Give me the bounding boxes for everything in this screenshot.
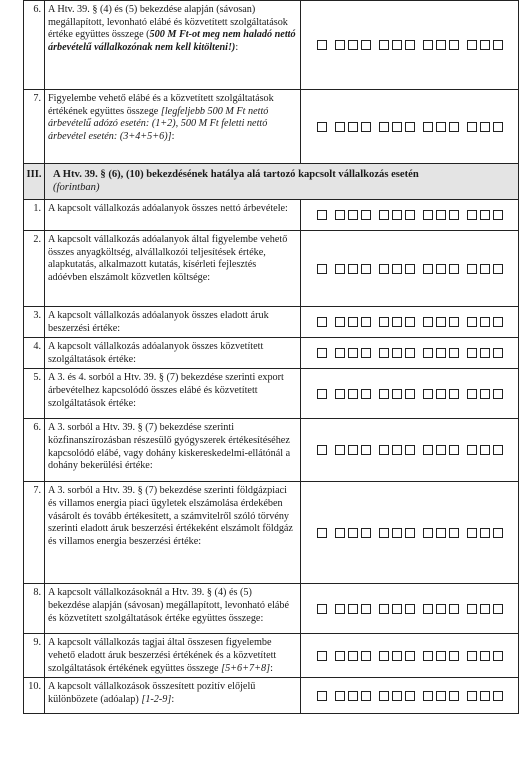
digit-group: [335, 528, 371, 538]
digit-group: [335, 40, 371, 50]
row-description: A kapcsolt vállalkozás tagjai által összesen figyelembe vehető eladott áruk beszerzési értékének és a közvetített szolgáltatások értékének együttes összege [5+6+7+8]:: [45, 634, 301, 678]
row-number: 3.: [24, 307, 45, 338]
digit-box[interactable]: [348, 528, 358, 538]
row-description: A kapcsolt vállalkozások összesített pozitív előjelű különbözete (adóalap) [1-2-9]:: [45, 678, 301, 714]
digit-box[interactable]: [317, 604, 327, 614]
digit-group: [467, 604, 503, 614]
digit-box[interactable]: [436, 691, 446, 701]
digit-box[interactable]: [449, 528, 459, 538]
row-description: A kapcsolt vállalkozás adóalanyok összes közvetített szolgáltatások értéke:: [45, 338, 301, 369]
digit-group: [467, 389, 503, 399]
row-number: 6.: [24, 419, 45, 482]
digit-box[interactable]: [449, 317, 459, 327]
row-description: A 3. és 4. sorból a Htv. 39. § (7) bekezdése szerinti export árbevételhez kapcsolódó összes elábé és közvetített szolgáltatások értéke:: [45, 369, 301, 419]
digit-box[interactable]: [317, 264, 327, 274]
digit-box[interactable]: [405, 389, 415, 399]
amount-input-boxes[interactable]: [301, 200, 519, 231]
digit-group: [335, 691, 371, 701]
digit-box[interactable]: [348, 317, 358, 327]
digit-group: [467, 317, 503, 327]
digit-box[interactable]: [405, 122, 415, 132]
digit-box[interactable]: [361, 264, 371, 274]
digit-box[interactable]: [392, 445, 402, 455]
digit-box[interactable]: [436, 317, 446, 327]
digit-box[interactable]: [436, 528, 446, 538]
digit-box[interactable]: [449, 210, 459, 220]
digit-group: [335, 210, 371, 220]
digit-box[interactable]: [436, 40, 446, 50]
digit-group: [379, 445, 415, 455]
amount-input-boxes[interactable]: [301, 231, 519, 307]
row-number: 7.: [24, 90, 45, 164]
digit-box[interactable]: [335, 528, 345, 538]
digit-group: [467, 264, 503, 274]
row-number: 4.: [24, 338, 45, 369]
row-description: A 3. sorból a Htv. 39. § (7) bekezdése szerinti közfinanszírozásban részesülő gyógyszerek értékesítéséhez kapcsolódó elábé, vagy dohány kiskereskedelmi-ellátónál a dohány bekerülési értéke:: [45, 419, 301, 482]
digit-box[interactable]: [436, 264, 446, 274]
digit-box[interactable]: [379, 604, 389, 614]
digit-box[interactable]: [361, 40, 371, 50]
digit-group: [317, 651, 327, 661]
digit-box[interactable]: [405, 691, 415, 701]
table-row: [24, 369, 519, 419]
digit-group: [379, 122, 415, 132]
digit-box[interactable]: [317, 389, 327, 399]
digit-group: [335, 264, 371, 274]
amount-input-boxes[interactable]: [301, 90, 519, 164]
digit-box[interactable]: [335, 40, 345, 50]
row-number: 2.: [24, 231, 45, 307]
digit-group: [423, 691, 459, 701]
amount-input-boxes[interactable]: [301, 584, 519, 634]
digit-group: [317, 604, 327, 614]
digit-box[interactable]: [436, 389, 446, 399]
digit-box[interactable]: [493, 445, 503, 455]
digit-box[interactable]: [379, 389, 389, 399]
digit-box[interactable]: [348, 604, 358, 614]
digit-box[interactable]: [392, 210, 402, 220]
digit-group: [467, 528, 503, 538]
row-description: A kapcsolt vállalkozásoknál a Htv. 39. § (4) és (5) bekezdése alapján (sávosan) megállapított, levonható elábé és közvetített szolgáltatások értéke együttes összege:: [45, 584, 301, 634]
digit-group: [379, 210, 415, 220]
digit-box[interactable]: [449, 691, 459, 701]
digit-group: [379, 389, 415, 399]
digit-box[interactable]: [480, 651, 490, 661]
digit-box[interactable]: [361, 651, 371, 661]
digit-box[interactable]: [335, 264, 345, 274]
digit-group: [335, 651, 371, 661]
digit-box[interactable]: [405, 40, 415, 50]
digit-box[interactable]: [480, 445, 490, 455]
digit-box[interactable]: [348, 264, 358, 274]
digit-box[interactable]: [449, 40, 459, 50]
digit-box[interactable]: [480, 604, 490, 614]
digit-box[interactable]: [335, 389, 345, 399]
digit-box[interactable]: [317, 651, 327, 661]
digit-box[interactable]: [405, 348, 415, 358]
digit-box[interactable]: [480, 317, 490, 327]
digit-box[interactable]: [480, 528, 490, 538]
digit-box[interactable]: [317, 317, 327, 327]
digit-box[interactable]: [449, 389, 459, 399]
digit-box[interactable]: [493, 210, 503, 220]
digit-group: [423, 604, 459, 614]
digit-box[interactable]: [449, 122, 459, 132]
digit-box[interactable]: [317, 210, 327, 220]
digit-box[interactable]: [480, 264, 490, 274]
digit-box[interactable]: [392, 604, 402, 614]
digit-box[interactable]: [493, 691, 503, 701]
digit-group: [379, 348, 415, 358]
amount-input-boxes[interactable]: [301, 419, 519, 482]
digit-box[interactable]: [392, 264, 402, 274]
section-title: A Htv. 39. § (6), (10) bekezdésének hatálya alá tartozó kapcsolt vállalkozás esetén (forintban): [45, 164, 519, 200]
tax-form-table: [23, 0, 519, 714]
row-description: A kapcsolt vállalkozás adóalanyok összes eladott áruk beszerzési értéke:: [45, 307, 301, 338]
digit-group: [379, 691, 415, 701]
digit-box[interactable]: [467, 317, 477, 327]
digit-box[interactable]: [379, 122, 389, 132]
digit-box[interactable]: [405, 210, 415, 220]
digit-group: [423, 40, 459, 50]
digit-box[interactable]: [361, 317, 371, 327]
table-row: [24, 338, 519, 369]
digit-group: [335, 389, 371, 399]
digit-group: [317, 348, 327, 358]
digit-box[interactable]: [379, 651, 389, 661]
digit-box[interactable]: [423, 210, 433, 220]
digit-box[interactable]: [436, 348, 446, 358]
table-row: [24, 482, 519, 584]
digit-box[interactable]: [348, 651, 358, 661]
digit-box[interactable]: [423, 264, 433, 274]
digit-box[interactable]: [480, 40, 490, 50]
digit-box[interactable]: [493, 40, 503, 50]
digit-box[interactable]: [449, 651, 459, 661]
digit-group: [467, 348, 503, 358]
digit-group: [423, 264, 459, 274]
digit-group: [335, 348, 371, 358]
digit-box[interactable]: [467, 651, 477, 661]
digit-box[interactable]: [405, 604, 415, 614]
digit-group: [317, 317, 327, 327]
digit-box[interactable]: [423, 445, 433, 455]
digit-group: [335, 604, 371, 614]
table-row: [24, 584, 519, 634]
digit-group: [423, 317, 459, 327]
digit-box[interactable]: [348, 40, 358, 50]
row-number: 9.: [24, 634, 45, 678]
digit-box[interactable]: [423, 691, 433, 701]
digit-box[interactable]: [480, 122, 490, 132]
digit-box[interactable]: [480, 389, 490, 399]
digit-group: [467, 651, 503, 661]
row-number: 5.: [24, 369, 45, 419]
digit-box[interactable]: [335, 651, 345, 661]
digit-box[interactable]: [317, 528, 327, 538]
digit-box[interactable]: [467, 122, 477, 132]
digit-box[interactable]: [335, 122, 345, 132]
digit-group: [379, 604, 415, 614]
digit-box[interactable]: [467, 40, 477, 50]
digit-box[interactable]: [379, 210, 389, 220]
digit-box[interactable]: [493, 317, 503, 327]
digit-box[interactable]: [467, 264, 477, 274]
digit-box[interactable]: [392, 122, 402, 132]
digit-group: [335, 122, 371, 132]
section-header: [24, 164, 519, 200]
digit-box[interactable]: [335, 445, 345, 455]
digit-box[interactable]: [480, 691, 490, 701]
digit-box[interactable]: [449, 348, 459, 358]
digit-group: [317, 264, 327, 274]
digit-box[interactable]: [335, 604, 345, 614]
digit-group: [467, 445, 503, 455]
digit-group: [379, 264, 415, 274]
digit-box[interactable]: [379, 528, 389, 538]
digit-group: [467, 122, 503, 132]
digit-group: [423, 445, 459, 455]
amount-input-boxes[interactable]: [301, 369, 519, 419]
digit-box[interactable]: [423, 389, 433, 399]
digit-group: [335, 445, 371, 455]
digit-group: [335, 317, 371, 327]
digit-box[interactable]: [379, 317, 389, 327]
digit-group: [467, 40, 503, 50]
digit-box[interactable]: [467, 445, 477, 455]
digit-group: [423, 122, 459, 132]
digit-box[interactable]: [361, 348, 371, 358]
amount-input-boxes[interactable]: [301, 338, 519, 369]
digit-box[interactable]: [317, 691, 327, 701]
digit-group: [423, 210, 459, 220]
digit-box[interactable]: [392, 691, 402, 701]
digit-box[interactable]: [493, 651, 503, 661]
row-number: 8.: [24, 584, 45, 634]
digit-box[interactable]: [392, 40, 402, 50]
digit-box[interactable]: [423, 651, 433, 661]
amount-input-boxes[interactable]: [301, 678, 519, 714]
digit-box[interactable]: [405, 317, 415, 327]
row-description: A Htv. 39. § (4) és (5) bekezdése alapján (sávosan) megállapított, levonható elábé és közvetített szolgáltatások értéke együttes összege (500 M Ft-ot meg nem haladó nettó árbevételű vállalkozónak nem kell kitölteni!):: [45, 1, 301, 90]
digit-group: [379, 528, 415, 538]
row-description: A kapcsolt vállalkozás adóalanyok által figyelembe vehető összes anyagköltség, alvállalkozói teljesítések értéke, alapkutatás, alkalmazott kutatás, kísérleti fejlesztés adóévben elszámolt közvetlen költsége:: [45, 231, 301, 307]
digit-box[interactable]: [423, 348, 433, 358]
digit-box[interactable]: [361, 691, 371, 701]
digit-box[interactable]: [423, 317, 433, 327]
digit-box[interactable]: [493, 348, 503, 358]
digit-box[interactable]: [379, 348, 389, 358]
digit-group: [467, 691, 503, 701]
digit-box[interactable]: [480, 348, 490, 358]
digit-box[interactable]: [467, 389, 477, 399]
digit-box[interactable]: [493, 604, 503, 614]
digit-box[interactable]: [493, 264, 503, 274]
amount-input-boxes[interactable]: [301, 634, 519, 678]
digit-box[interactable]: [436, 210, 446, 220]
row-number: 10.: [24, 678, 45, 714]
digit-box[interactable]: [348, 210, 358, 220]
digit-box[interactable]: [335, 348, 345, 358]
digit-box[interactable]: [493, 528, 503, 538]
table-row: [24, 90, 519, 164]
digit-group: [317, 122, 327, 132]
digit-box[interactable]: [379, 40, 389, 50]
digit-group: [423, 348, 459, 358]
digit-box[interactable]: [467, 528, 477, 538]
row-description: A kapcsolt vállalkozás adóalanyok összes nettó árbevétele:: [45, 200, 301, 231]
table-row: [24, 419, 519, 482]
digit-group: [467, 210, 503, 220]
digit-box[interactable]: [348, 348, 358, 358]
digit-group: [317, 210, 327, 220]
digit-box[interactable]: [436, 122, 446, 132]
digit-box[interactable]: [449, 445, 459, 455]
digit-box[interactable]: [436, 651, 446, 661]
digit-box[interactable]: [361, 389, 371, 399]
digit-box[interactable]: [449, 604, 459, 614]
digit-box[interactable]: [392, 317, 402, 327]
digit-box[interactable]: [480, 210, 490, 220]
digit-group: [423, 651, 459, 661]
digit-group: [423, 528, 459, 538]
digit-box[interactable]: [467, 348, 477, 358]
digit-group: [317, 691, 327, 701]
digit-box[interactable]: [348, 122, 358, 132]
section-number: III.: [24, 164, 45, 200]
digit-group: [379, 317, 415, 327]
digit-group: [317, 40, 327, 50]
digit-box[interactable]: [405, 264, 415, 274]
table-row: [24, 678, 519, 714]
digit-box[interactable]: [361, 528, 371, 538]
digit-box[interactable]: [423, 604, 433, 614]
table-row: [24, 634, 519, 678]
digit-box[interactable]: [348, 445, 358, 455]
digit-box[interactable]: [317, 40, 327, 50]
digit-box[interactable]: [436, 445, 446, 455]
digit-box[interactable]: [405, 445, 415, 455]
digit-box[interactable]: [361, 122, 371, 132]
digit-box[interactable]: [392, 389, 402, 399]
digit-box[interactable]: [467, 604, 477, 614]
digit-box[interactable]: [379, 691, 389, 701]
digit-box[interactable]: [361, 604, 371, 614]
digit-group: [379, 651, 415, 661]
row-description: A 3. sorból a Htv. 39. § (7) bekezdése szerinti földgázpiaci és villamos energia piaci ügyletek elszámolása érdekében vásárolt és tovább értékesített, a számvitelről szóló törvény szerinti eladott áruk beszerzési értékeként elszámolt földgáz és villamos energia beszerzési értéke:: [45, 482, 301, 584]
digit-box[interactable]: [348, 691, 358, 701]
digit-group: [317, 445, 327, 455]
amount-input-boxes[interactable]: [301, 307, 519, 338]
digit-box[interactable]: [392, 651, 402, 661]
amount-input-boxes[interactable]: [301, 1, 519, 90]
digit-box[interactable]: [392, 348, 402, 358]
digit-box[interactable]: [335, 210, 345, 220]
row-number: 7.: [24, 482, 45, 584]
table-row: [24, 231, 519, 307]
digit-box[interactable]: [436, 604, 446, 614]
digit-box[interactable]: [379, 264, 389, 274]
digit-group: [423, 389, 459, 399]
digit-box[interactable]: [449, 264, 459, 274]
digit-box[interactable]: [392, 528, 402, 538]
row-number: 1.: [24, 200, 45, 231]
digit-box[interactable]: [493, 122, 503, 132]
digit-box[interactable]: [317, 348, 327, 358]
table-row: [24, 1, 519, 90]
digit-box[interactable]: [361, 445, 371, 455]
digit-box[interactable]: [405, 528, 415, 538]
digit-box[interactable]: [335, 691, 345, 701]
digit-box[interactable]: [493, 389, 503, 399]
digit-box[interactable]: [317, 122, 327, 132]
amount-input-boxes[interactable]: [301, 482, 519, 584]
digit-box[interactable]: [379, 445, 389, 455]
digit-box[interactable]: [467, 210, 477, 220]
digit-group: [317, 528, 327, 538]
digit-box[interactable]: [467, 691, 477, 701]
table-row: [24, 307, 519, 338]
digit-box[interactable]: [348, 389, 358, 399]
digit-box[interactable]: [423, 528, 433, 538]
digit-box[interactable]: [423, 40, 433, 50]
table-row: [24, 200, 519, 231]
digit-box[interactable]: [317, 445, 327, 455]
digit-box[interactable]: [423, 122, 433, 132]
digit-box[interactable]: [361, 210, 371, 220]
digit-box[interactable]: [335, 317, 345, 327]
digit-group: [379, 40, 415, 50]
row-description: Figyelembe vehető elábé és a közvetített szolgáltatások értékének együttes összege [legfeljebb 500 M Ft nettó árbevételű adózó esetén: (1+2), 500 M Ft feletti nettó árbevétel esetén: (3+4+5+6)]:: [45, 90, 301, 164]
digit-box[interactable]: [405, 651, 415, 661]
digit-group: [317, 389, 327, 399]
row-number: 6.: [24, 1, 45, 90]
